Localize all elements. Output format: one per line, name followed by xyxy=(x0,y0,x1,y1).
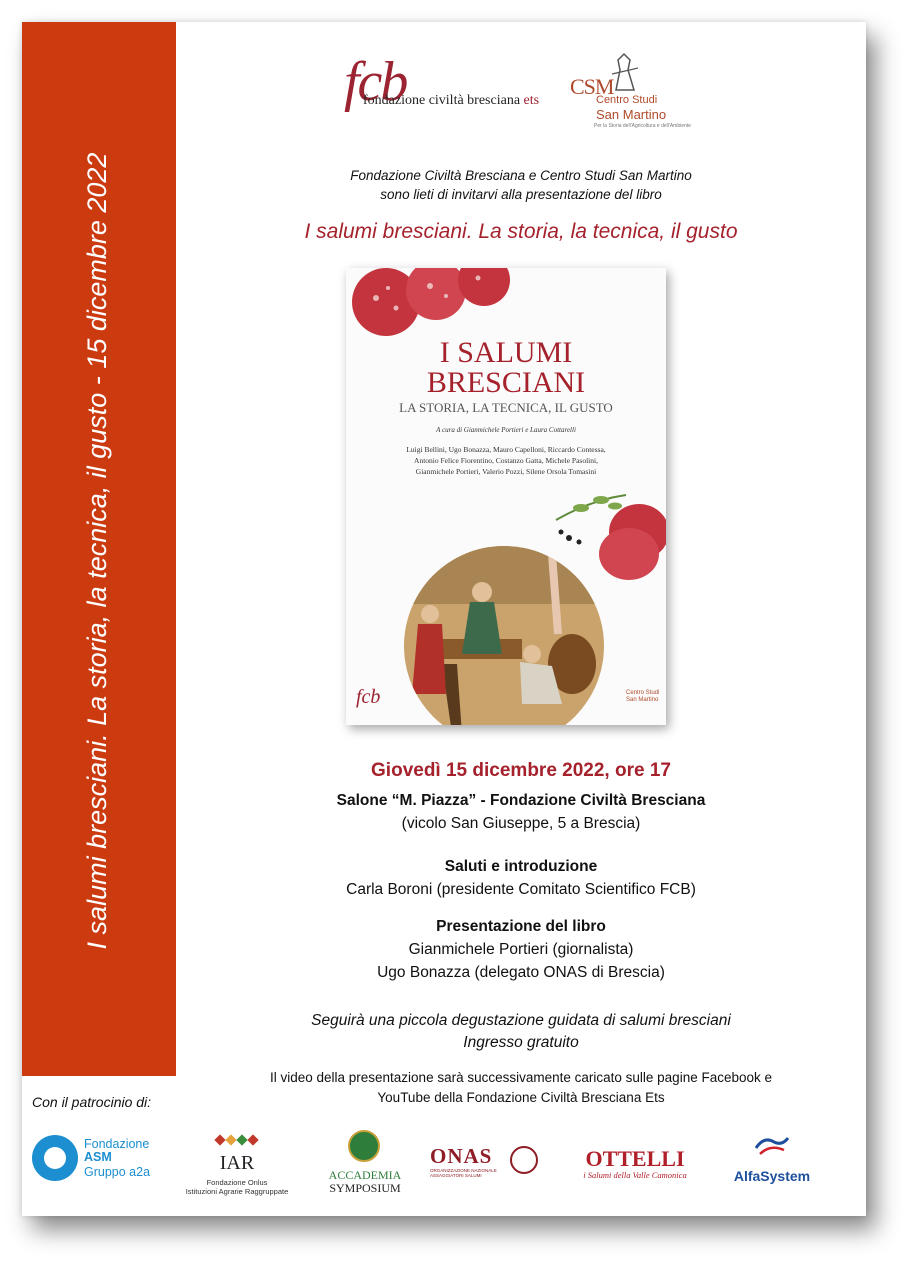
patronage-label: Con il patrocinio di: xyxy=(32,1094,152,1110)
event-address: (vicolo San Giuseppe, 5 a Brescia) xyxy=(401,815,641,832)
csm-logo-line1: Centro Studi xyxy=(596,94,658,106)
iar-logo: IAR Fondazione Onlus Istituzioni Agrarie Raggruppate xyxy=(178,1130,296,1200)
tasting-note xyxy=(176,1010,866,1054)
intro-line-1: Fondazione Civiltà Bresciana e Centro Studi San Martino xyxy=(350,168,692,183)
iar-diamonds-icon xyxy=(214,1132,260,1148)
csm-logo-mark: CSM xyxy=(570,74,614,99)
video-line-1: Il video della presentazione sarà successivamente caricato sulle pagine Facebook e xyxy=(269,1070,773,1085)
medieval-butcher-illustration xyxy=(402,544,606,725)
video-note xyxy=(176,1068,866,1108)
asm-circle-icon xyxy=(32,1135,78,1181)
onas-logo: ONAS ORGANIZZAZIONE NAZIONALE ASSAGGIATORI SALUMI xyxy=(430,1144,542,1184)
book-title: I salumi bresciani. La storia, la tecnica, il gusto xyxy=(304,220,738,243)
presentation-heading: Presentazione del libro xyxy=(436,918,606,935)
presenter-1: Gianmichele Portieri (giornalista) xyxy=(408,941,634,958)
event-date: Giovedì 15 dicembre 2022, ore 17 xyxy=(371,760,671,781)
alfasystem-logo: AlfaSystem xyxy=(724,1134,820,1188)
cover-fcb-logo: fcb xyxy=(356,686,381,708)
fcb-logo xyxy=(330,50,540,140)
side-band xyxy=(22,22,176,1076)
csm-logo-tagline: Per la Storia dell'Agricoltura e dell'Ambiente xyxy=(594,123,691,129)
accademia-badge-icon xyxy=(348,1130,380,1162)
csm-logo xyxy=(568,52,691,137)
cover-csm-logo: Centro Studi San Martino xyxy=(626,690,660,703)
video-line-2: YouTube della Fondazione Civiltà Bresciana Ets xyxy=(377,1090,665,1105)
presenter-2: Ugo Bonazza (delegato ONAS di Brescia) xyxy=(377,964,665,981)
book-cover xyxy=(346,268,666,725)
cover-authors: Luigi Bellini, Ugo Bonazza, Mauro Capelloni, Riccardo Contessa, Antonio Felice Fiorentino, Costanzo Gatta, Michele Pasolini, Gianmichele Portieri, Valerio Pozzi, Silene Orsola Tomasini xyxy=(406,445,606,476)
intro-line-2: sono lieti di invitarvi alla presentazione del libro xyxy=(380,187,662,202)
onas-seal-icon xyxy=(510,1146,538,1174)
intro-text xyxy=(176,166,866,204)
cover-title: I SALUMI BRESCIANI xyxy=(426,336,586,399)
tasting-line: Seguirà una piccola degustazione guidata di salumi bresciani xyxy=(311,1012,731,1029)
greetings-speaker: Carla Boroni (presidente Comitato Scientifico FCB) xyxy=(346,881,696,898)
fcb-logo-name: fondazione civiltà bresciana ets xyxy=(363,93,540,108)
cover-subtitle: LA STORIA, LA TECNICA, IL GUSTO xyxy=(399,400,613,415)
alfasystem-swoosh-icon xyxy=(754,1134,790,1158)
csm-logo-line2: San Martino xyxy=(596,107,667,122)
event-venue: Salone “M. Piazza” - Fondazione Civiltà Bresciana xyxy=(336,792,706,809)
entry-line: Ingresso gratuito xyxy=(463,1034,579,1051)
greetings-heading: Saluti e introduzione xyxy=(444,858,598,875)
ottelli-logo: OTTELLI i Salumi della Valle Camonica xyxy=(583,1146,687,1180)
cover-editors: A cura di Gianmichele Portieri e Laura Cottarelli xyxy=(436,426,576,434)
accademia-symposium-logo: ACCADEMIA SYMPOSIUM xyxy=(322,1130,408,1196)
side-band-text: I salumi bresciani. La storia, la tecnica, il gusto - 15 dicembre 2022 xyxy=(82,152,112,950)
fondazione-asm-logo: Fondazione ASM Gruppo a2a xyxy=(32,1133,172,1185)
fcb-logo-mark: fcb xyxy=(344,51,407,113)
